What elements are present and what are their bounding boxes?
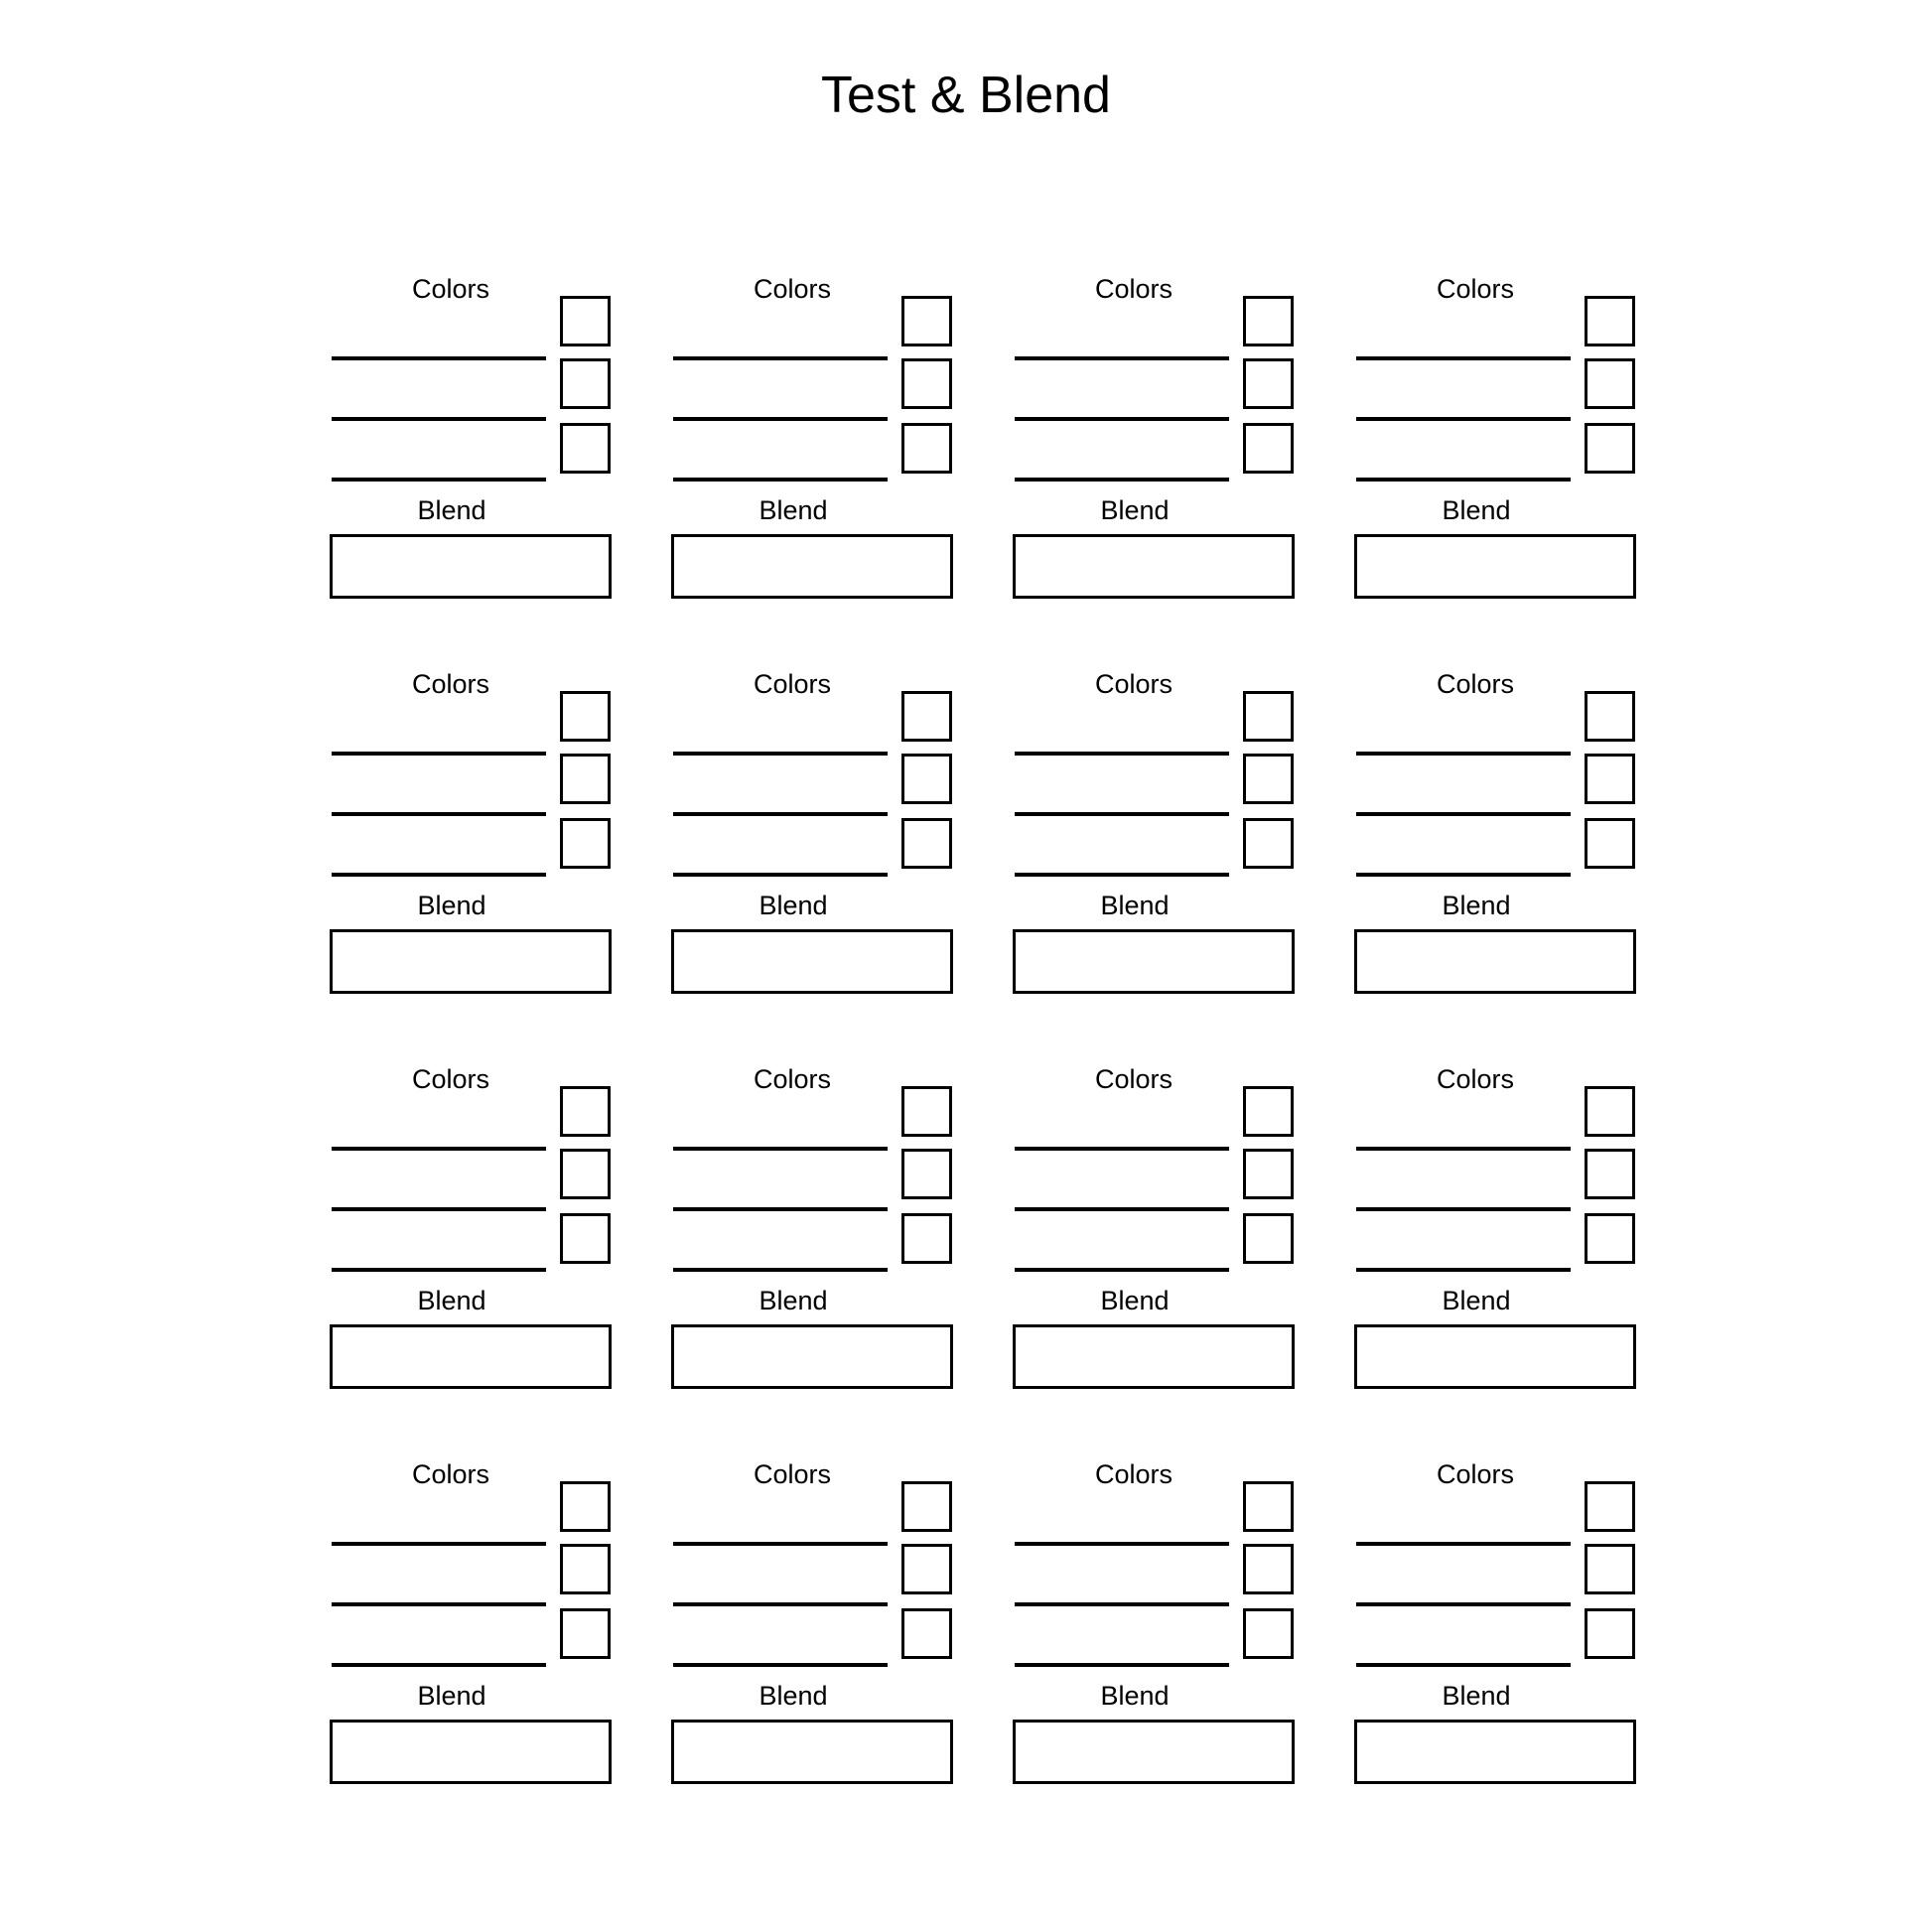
blend-label: Blend [1100,495,1170,525]
color-swatch-box[interactable] [901,754,952,804]
color-name-line[interactable] [673,873,888,877]
blend-swatch-box[interactable] [671,1720,953,1784]
color-swatch-box[interactable] [901,818,952,869]
color-swatch-box[interactable] [901,1149,952,1199]
blend-swatch-box[interactable] [671,1324,953,1389]
color-swatch-box[interactable] [560,1149,611,1199]
color-swatch-box[interactable] [1585,1213,1635,1264]
blend-label: Blend [417,891,486,920]
test-card [1013,274,1295,602]
color-swatch-box[interactable] [1585,1544,1635,1594]
color-name-line[interactable] [1356,1663,1571,1667]
blend-label: Blend [1442,495,1511,525]
colors-label: Colors [1094,274,1173,304]
blend-swatch-box[interactable] [330,1324,612,1389]
blend-swatch-box[interactable] [1013,929,1295,994]
color-name-line[interactable] [332,752,546,756]
color-swatch-box[interactable] [1243,423,1294,474]
color-swatch-box[interactable] [560,423,611,474]
color-swatch-box[interactable] [560,818,611,869]
color-name-line[interactable] [673,1663,888,1667]
colors-label: Colors [1436,274,1515,304]
color-swatch-box[interactable] [1585,691,1635,742]
color-swatch-box[interactable] [560,1544,611,1594]
color-name-line[interactable] [332,1268,546,1272]
blend-label: Blend [759,495,828,525]
color-name-line[interactable] [1356,1268,1571,1272]
color-name-line[interactable] [673,752,888,756]
test-card [1354,1064,1636,1392]
color-swatch-box[interactable] [560,1213,611,1264]
color-name-line[interactable] [1356,356,1571,360]
color-name-line[interactable] [1015,873,1229,877]
blend-label: Blend [1442,1681,1511,1711]
color-swatch-box[interactable] [1243,1608,1294,1659]
blend-swatch-box[interactable] [1354,1720,1636,1784]
color-swatch-box[interactable] [1243,358,1294,409]
color-swatch-box[interactable] [901,1213,952,1264]
color-name-line[interactable] [1015,417,1229,421]
test-card [330,669,612,997]
test-card [671,1459,953,1787]
colors-label: Colors [1094,1459,1173,1489]
blend-label: Blend [1442,1286,1511,1315]
color-swatch-box[interactable] [560,754,611,804]
color-swatch-box[interactable] [1585,423,1635,474]
colors-label: Colors [753,274,832,304]
blend-swatch-box[interactable] [330,534,612,599]
blend-swatch-box[interactable] [671,929,953,994]
color-swatch-box[interactable] [560,358,611,409]
test-card [1013,1064,1295,1392]
test-card [1354,1459,1636,1787]
blend-swatch-box[interactable] [1354,534,1636,599]
color-swatch-box[interactable] [560,1086,611,1137]
color-swatch-box[interactable] [1243,296,1294,346]
color-name-line[interactable] [673,1147,888,1151]
color-name-line[interactable] [332,356,546,360]
color-name-line[interactable] [332,1602,546,1606]
color-name-line[interactable] [332,1147,546,1151]
color-name-line[interactable] [1015,1147,1229,1151]
test-card [671,1064,953,1392]
color-swatch-box[interactable] [901,423,952,474]
color-swatch-box[interactable] [901,358,952,409]
colors-label: Colors [411,1064,490,1094]
color-name-line[interactable] [1356,1542,1571,1546]
color-swatch-box[interactable] [1585,754,1635,804]
color-swatch-box[interactable] [1585,358,1635,409]
blend-label: Blend [417,1286,486,1315]
color-swatch-box[interactable] [901,1544,952,1594]
color-name-line[interactable] [1015,1268,1229,1272]
color-name-line[interactable] [1356,1602,1571,1606]
blend-swatch-box[interactable] [330,1720,612,1784]
color-name-line[interactable] [673,812,888,816]
test-card [330,274,612,602]
color-name-line[interactable] [332,812,546,816]
color-swatch-box[interactable] [901,1086,952,1137]
color-name-line[interactable] [673,1602,888,1606]
page-title: Test & Blend [821,67,1111,124]
color-swatch-box[interactable] [560,296,611,346]
color-swatch-box[interactable] [1585,1086,1635,1137]
colors-label: Colors [1436,1459,1515,1489]
color-swatch-box[interactable] [560,1608,611,1659]
color-swatch-box[interactable] [901,1608,952,1659]
blend-label: Blend [417,1681,486,1711]
colors-label: Colors [753,669,832,699]
blend-label: Blend [759,891,828,920]
color-swatch-box[interactable] [1585,1149,1635,1199]
test-card [1354,274,1636,602]
color-swatch-box[interactable] [1243,1086,1294,1137]
color-swatch-box[interactable] [1243,1481,1294,1532]
color-name-line[interactable] [1356,873,1571,877]
colors-label: Colors [411,1459,490,1489]
color-name-line[interactable] [673,1268,888,1272]
color-swatch-box[interactable] [1243,818,1294,869]
color-name-line[interactable] [1356,1147,1571,1151]
blend-swatch-box[interactable] [1013,534,1295,599]
blend-swatch-box[interactable] [1354,929,1636,994]
color-swatch-box[interactable] [1585,1481,1635,1532]
color-swatch-box[interactable] [560,1481,611,1532]
colors-label: Colors [1094,669,1173,699]
test-card [1354,669,1636,997]
blend-swatch-box[interactable] [1354,1324,1636,1389]
color-swatch-box[interactable] [560,691,611,742]
color-name-line[interactable] [332,1207,546,1211]
colors-label: Colors [753,1064,832,1094]
blend-label: Blend [1100,891,1170,920]
color-name-line[interactable] [1356,752,1571,756]
colors-label: Colors [411,274,490,304]
test-card [1013,669,1295,997]
color-swatch-box[interactable] [1585,296,1635,346]
blend-label: Blend [759,1681,828,1711]
color-name-line[interactable] [1356,417,1571,421]
color-name-line[interactable] [332,1542,546,1546]
color-swatch-box[interactable] [1585,1608,1635,1659]
color-name-line[interactable] [1015,752,1229,756]
test-card [671,669,953,997]
color-name-line[interactable] [1356,478,1571,482]
test-card [330,1064,612,1392]
color-name-line[interactable] [1015,356,1229,360]
color-swatch-box[interactable] [1243,1149,1294,1199]
blend-swatch-box[interactable] [330,929,612,994]
color-name-line[interactable] [673,478,888,482]
color-name-line[interactable] [1356,1207,1571,1211]
test-card [671,274,953,602]
colors-label: Colors [411,669,490,699]
color-name-line[interactable] [1015,1602,1229,1606]
blend-label: Blend [1100,1286,1170,1315]
color-swatch-box[interactable] [901,691,952,742]
color-name-line[interactable] [673,356,888,360]
color-name-line[interactable] [673,1207,888,1211]
blend-swatch-box[interactable] [1013,1720,1295,1784]
test-card [1013,1459,1295,1787]
color-swatch-box[interactable] [901,296,952,346]
blend-swatch-box[interactable] [671,534,953,599]
test-card [330,1459,612,1787]
color-swatch-box[interactable] [1243,1544,1294,1594]
color-name-line[interactable] [673,417,888,421]
color-swatch-box[interactable] [1243,754,1294,804]
color-name-line[interactable] [332,478,546,482]
color-swatch-box[interactable] [1243,1213,1294,1264]
color-name-line[interactable] [332,417,546,421]
colors-label: Colors [753,1459,832,1489]
color-name-line[interactable] [332,1663,546,1667]
blend-label: Blend [759,1286,828,1315]
blend-label: Blend [1100,1681,1170,1711]
blend-swatch-box[interactable] [1013,1324,1295,1389]
color-name-line[interactable] [1015,478,1229,482]
blend-label: Blend [417,495,486,525]
color-swatch-box[interactable] [901,1481,952,1532]
color-swatch-box[interactable] [1243,691,1294,742]
color-name-line[interactable] [1015,1542,1229,1546]
color-name-line[interactable] [1015,1207,1229,1211]
colors-label: Colors [1436,1064,1515,1094]
colors-label: Colors [1094,1064,1173,1094]
color-name-line[interactable] [673,1542,888,1546]
color-name-line[interactable] [332,873,546,877]
color-name-line[interactable] [1015,1663,1229,1667]
color-name-line[interactable] [1015,812,1229,816]
color-swatch-box[interactable] [1585,818,1635,869]
colors-label: Colors [1436,669,1515,699]
blend-label: Blend [1442,891,1511,920]
color-name-line[interactable] [1356,812,1571,816]
